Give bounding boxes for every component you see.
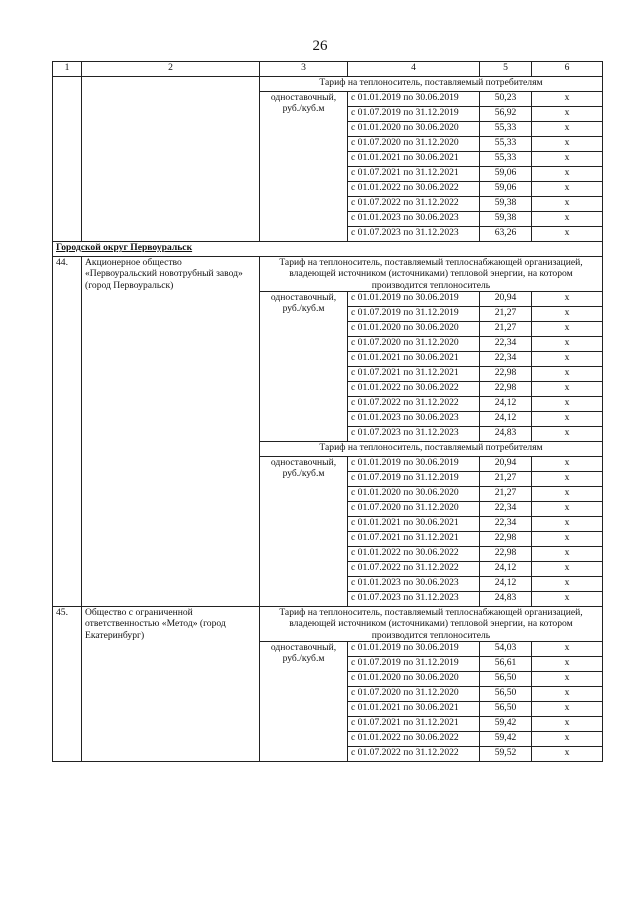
col-header: 4: [348, 62, 480, 77]
period-cell: с 01.07.2021 по 31.12.2021: [348, 366, 480, 381]
col-header: 2: [82, 62, 260, 77]
period-cell: с 01.01.2020 по 30.06.2020: [348, 122, 480, 137]
mark-cell: х: [532, 107, 603, 122]
value-cell: 55,33: [480, 122, 532, 137]
period-cell: с 01.01.2019 по 30.06.2019: [348, 92, 480, 107]
col-header: 6: [532, 62, 603, 77]
period-cell: с 01.07.2019 по 31.12.2019: [348, 107, 480, 122]
mark-cell: х: [532, 561, 603, 576]
org-cell: Акционерное общество «Первоуральский новотрубный завод» (город Первоуральск): [82, 257, 260, 607]
value-cell: 55,33: [480, 137, 532, 152]
mark-cell: х: [532, 501, 603, 516]
tariff-caption: Тариф на теплоноситель, поставляемый потребителям: [260, 441, 603, 456]
mark-cell: х: [532, 531, 603, 546]
org-cell: [82, 77, 260, 242]
mark-cell: х: [532, 546, 603, 561]
period-cell: с 01.01.2021 по 30.06.2021: [348, 152, 480, 167]
mark-cell: х: [532, 212, 603, 227]
unit-cell: одноставочный, руб./куб.м: [260, 92, 348, 242]
unit-cell: одноставочный, руб./куб.м: [260, 456, 348, 606]
mark-cell: х: [532, 366, 603, 381]
value-cell: 22,34: [480, 336, 532, 351]
section-row: [53, 242, 603, 257]
value-cell: 22,98: [480, 366, 532, 381]
page-number: 26: [312, 38, 328, 54]
mark-cell: х: [532, 686, 603, 701]
tariff-caption: Тариф на теплоноситель, поставляемый потребителям: [260, 77, 603, 92]
period-cell: с 01.01.2019 по 30.06.2019: [348, 456, 480, 471]
period-cell: с 01.01.2022 по 30.06.2022: [348, 381, 480, 396]
period-cell: с 01.07.2022 по 31.12.2022: [348, 561, 480, 576]
period-cell: с 01.01.2020 по 30.06.2020: [348, 486, 480, 501]
mark-cell: х: [532, 671, 603, 686]
value-cell: 22,34: [480, 501, 532, 516]
period-cell: с 01.07.2020 по 31.12.2020: [348, 501, 480, 516]
period-cell: с 01.01.2019 по 30.06.2019: [348, 291, 480, 306]
mark-cell: х: [532, 641, 603, 656]
period-cell: с 01.01.2022 по 30.06.2022: [348, 182, 480, 197]
period-cell: с 01.07.2022 по 31.12.2022: [348, 396, 480, 411]
mark-cell: х: [532, 291, 603, 306]
mark-cell: х: [532, 426, 603, 441]
value-cell: 63,26: [480, 227, 532, 242]
value-cell: 59,52: [480, 746, 532, 761]
value-cell: 55,33: [480, 152, 532, 167]
mark-cell: х: [532, 656, 603, 671]
period-cell: с 01.01.2021 по 30.06.2021: [348, 351, 480, 366]
unit-cell: одноставочный, руб./куб.м: [260, 291, 348, 441]
period-cell: с 01.01.2020 по 30.06.2020: [348, 321, 480, 336]
mark-cell: х: [532, 381, 603, 396]
col-header: 5: [480, 62, 532, 77]
mark-cell: х: [532, 137, 603, 152]
org-cell: Общество с ограниченной ответственностью «Метод» (город Екатеринбург): [82, 606, 260, 761]
period-cell: с 01.01.2021 по 30.06.2021: [348, 516, 480, 531]
value-cell: 59,06: [480, 167, 532, 182]
value-cell: 59,38: [480, 197, 532, 212]
value-cell: 54,03: [480, 641, 532, 656]
mark-cell: х: [532, 152, 603, 167]
period-cell: с 01.07.2023 по 31.12.2023: [348, 591, 480, 606]
mark-cell: х: [532, 411, 603, 426]
value-cell: 22,98: [480, 381, 532, 396]
period-cell: с 01.01.2019 по 30.06.2019: [348, 641, 480, 656]
mark-cell: х: [532, 716, 603, 731]
num-cell: [53, 77, 82, 242]
mark-cell: х: [532, 516, 603, 531]
period-cell: с 01.07.2022 по 31.12.2022: [348, 197, 480, 212]
period-cell: с 01.01.2022 по 30.06.2022: [348, 731, 480, 746]
value-cell: 56,92: [480, 107, 532, 122]
value-cell: 56,50: [480, 671, 532, 686]
value-cell: 24,12: [480, 576, 532, 591]
caption-row: [53, 257, 603, 292]
period-cell: с 01.07.2021 по 31.12.2021: [348, 167, 480, 182]
period-cell: с 01.01.2022 по 30.06.2022: [348, 546, 480, 561]
tariff-table: [52, 61, 603, 762]
value-cell: 59,42: [480, 731, 532, 746]
value-cell: 24,12: [480, 561, 532, 576]
mark-cell: х: [532, 591, 603, 606]
value-cell: 21,27: [480, 306, 532, 321]
mark-cell: х: [532, 197, 603, 212]
value-cell: 56,50: [480, 686, 532, 701]
mark-cell: х: [532, 471, 603, 486]
period-cell: с 01.07.2019 по 31.12.2019: [348, 306, 480, 321]
value-cell: 22,98: [480, 546, 532, 561]
period-cell: с 01.07.2020 по 31.12.2020: [348, 686, 480, 701]
mark-cell: х: [532, 167, 603, 182]
header-row: [53, 62, 603, 77]
value-cell: 21,27: [480, 486, 532, 501]
value-cell: 22,34: [480, 351, 532, 366]
caption-row: [53, 77, 603, 92]
period-cell: с 01.07.2020 по 31.12.2020: [348, 137, 480, 152]
period-cell: с 01.01.2023 по 30.06.2023: [348, 411, 480, 426]
tariff-caption: Тариф на теплоноситель, поставляемый теплоснабжающей организацией, владеющей источником (источниками) тепловой энергии, на котором производится теплоноситель: [260, 606, 603, 641]
value-cell: 20,94: [480, 291, 532, 306]
mark-cell: х: [532, 351, 603, 366]
period-cell: с 01.07.2021 по 31.12.2021: [348, 531, 480, 546]
col-header: 1: [53, 62, 82, 77]
mark-cell: х: [532, 746, 603, 761]
value-cell: 59,06: [480, 182, 532, 197]
value-cell: 21,27: [480, 321, 532, 336]
mark-cell: х: [532, 731, 603, 746]
mark-cell: х: [532, 701, 603, 716]
period-cell: с 01.01.2020 по 30.06.2020: [348, 671, 480, 686]
period-cell: с 01.07.2023 по 31.12.2023: [348, 426, 480, 441]
tariff-caption: Тариф на теплоноситель, поставляемый теплоснабжающей организацией, владеющей источником (источниками) тепловой энергии, на котором производится теплоноситель: [260, 257, 603, 292]
value-cell: 21,27: [480, 471, 532, 486]
section-title: Городской округ Первоуральск: [53, 242, 603, 257]
mark-cell: х: [532, 182, 603, 197]
period-cell: с 01.01.2021 по 30.06.2021: [348, 701, 480, 716]
value-cell: 56,50: [480, 701, 532, 716]
value-cell: 56,61: [480, 656, 532, 671]
period-cell: с 01.07.2019 по 31.12.2019: [348, 656, 480, 671]
value-cell: 59,42: [480, 716, 532, 731]
period-cell: с 01.01.2023 по 30.06.2023: [348, 212, 480, 227]
mark-cell: х: [532, 122, 603, 137]
mark-cell: х: [532, 456, 603, 471]
unit-cell: одноставочный, руб./куб.м: [260, 641, 348, 761]
num-cell: 44.: [53, 257, 82, 607]
value-cell: 50,23: [480, 92, 532, 107]
mark-cell: х: [532, 486, 603, 501]
period-cell: с 01.07.2019 по 31.12.2019: [348, 471, 480, 486]
value-cell: 59,38: [480, 212, 532, 227]
period-cell: с 01.07.2022 по 31.12.2022: [348, 746, 480, 761]
value-cell: 24,83: [480, 426, 532, 441]
period-cell: с 01.07.2023 по 31.12.2023: [348, 227, 480, 242]
col-header: 3: [260, 62, 348, 77]
mark-cell: х: [532, 336, 603, 351]
period-cell: с 01.07.2020 по 31.12.2020: [348, 336, 480, 351]
period-cell: с 01.01.2023 по 30.06.2023: [348, 576, 480, 591]
mark-cell: х: [532, 227, 603, 242]
value-cell: 24,12: [480, 411, 532, 426]
mark-cell: х: [532, 396, 603, 411]
value-cell: 22,34: [480, 516, 532, 531]
mark-cell: х: [532, 576, 603, 591]
value-cell: 24,12: [480, 396, 532, 411]
value-cell: 24,83: [480, 591, 532, 606]
value-cell: 22,98: [480, 531, 532, 546]
period-cell: с 01.07.2021 по 31.12.2021: [348, 716, 480, 731]
mark-cell: х: [532, 321, 603, 336]
value-cell: 20,94: [480, 456, 532, 471]
num-cell: 45.: [53, 606, 82, 761]
caption-row: [53, 606, 603, 641]
mark-cell: х: [532, 306, 603, 321]
mark-cell: х: [532, 92, 603, 107]
